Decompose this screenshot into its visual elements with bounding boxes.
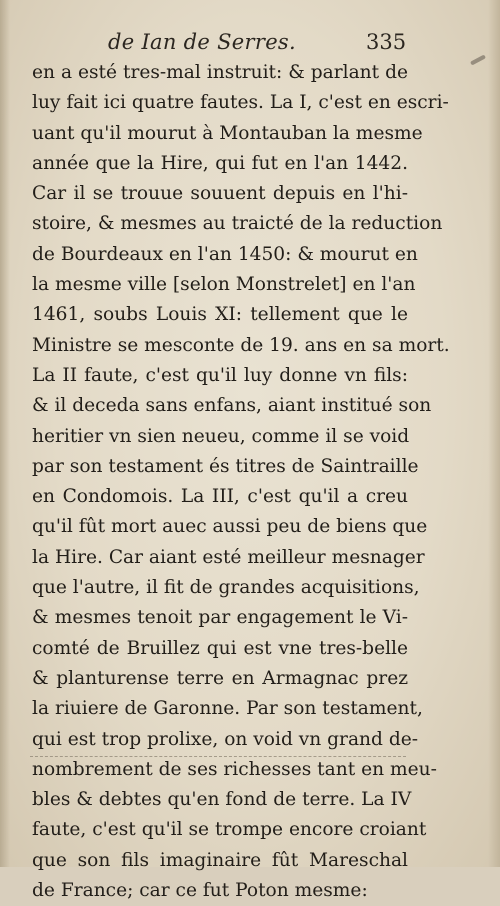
text-line: que son fils imaginaire fût Mareschal [32,849,408,871]
text-line: & planturense terre en Armagnac prez [32,667,408,689]
text-line: de France; car ce fut Poton mesme: [32,880,368,902]
page-number: 335 [366,30,407,54]
text-line: stoire, & mesmes au traicté de la reduction [32,213,443,235]
text-line: en a esté tres-mal instruit: & parlant de [32,62,408,83]
text-line: que l'autre, il fit de grandes acquisitions, [32,577,420,599]
page-edge-shadow-left [0,0,10,867]
text-line: Ministre se mesconte de 19. ans en sa mort. [32,334,450,356]
text-line: la riuiere de Garonne. Par son testament, [32,698,423,720]
text-line: Car il se trouue souuent depuis en l'hi- [32,183,408,205]
text-line: en Condomois. La III, c'est qu'il a creu [32,486,408,508]
text-line: La II faute, c'est qu'il luy donne vn fils: [32,364,408,386]
text-line: qu'il fût mort auec aussi peu de biens que [32,516,428,538]
text-line: qui est trop prolixe, on void vn grand de- [32,728,419,750]
body-text [32,58,450,906]
text-line: par son testament és titres de Saintraille [32,455,419,477]
text-line: 1461, soubs Louis XI: tellement que le [32,304,408,326]
text-line: & il deceda sans enfans, aiant institué son [32,395,432,417]
faint-rule-line [30,756,406,758]
text-line: luy fait ici quatre fautes. La I, c'est en escri- [32,92,449,114]
text-line: faute, c'est qu'il se trompe encore croiant [32,819,427,841]
text-line: comté de Bruillez qui est vne tres-belle [32,637,408,659]
text-line: & mesmes tenoit par engagement le Vi- [32,607,408,629]
text-line: nombrement de ses richesses tant en meu- [32,758,437,780]
text-line: année que la Hire, qui fut en l'an 1442. [32,152,408,174]
page-header [0,30,500,58]
text-line: la mesme ville [selon Monstrelet] en l'an [32,274,416,296]
running-title: de Ian de Serres. [108,30,296,54]
page-edge-shadow-right [488,0,500,867]
text-line: la Hire. Car aiant esté meilleur mesnager [32,546,425,568]
text-line: heritier vn sien neueu, comme il se void [32,425,410,447]
text-line: de Bourdeaux en l'an 1450: & mourut en [32,243,418,265]
text-line: bles & debtes qu'en fond de terre. La IV [32,789,412,811]
text-line: uant qu'il mourut à Montauban la mesme [32,122,423,144]
